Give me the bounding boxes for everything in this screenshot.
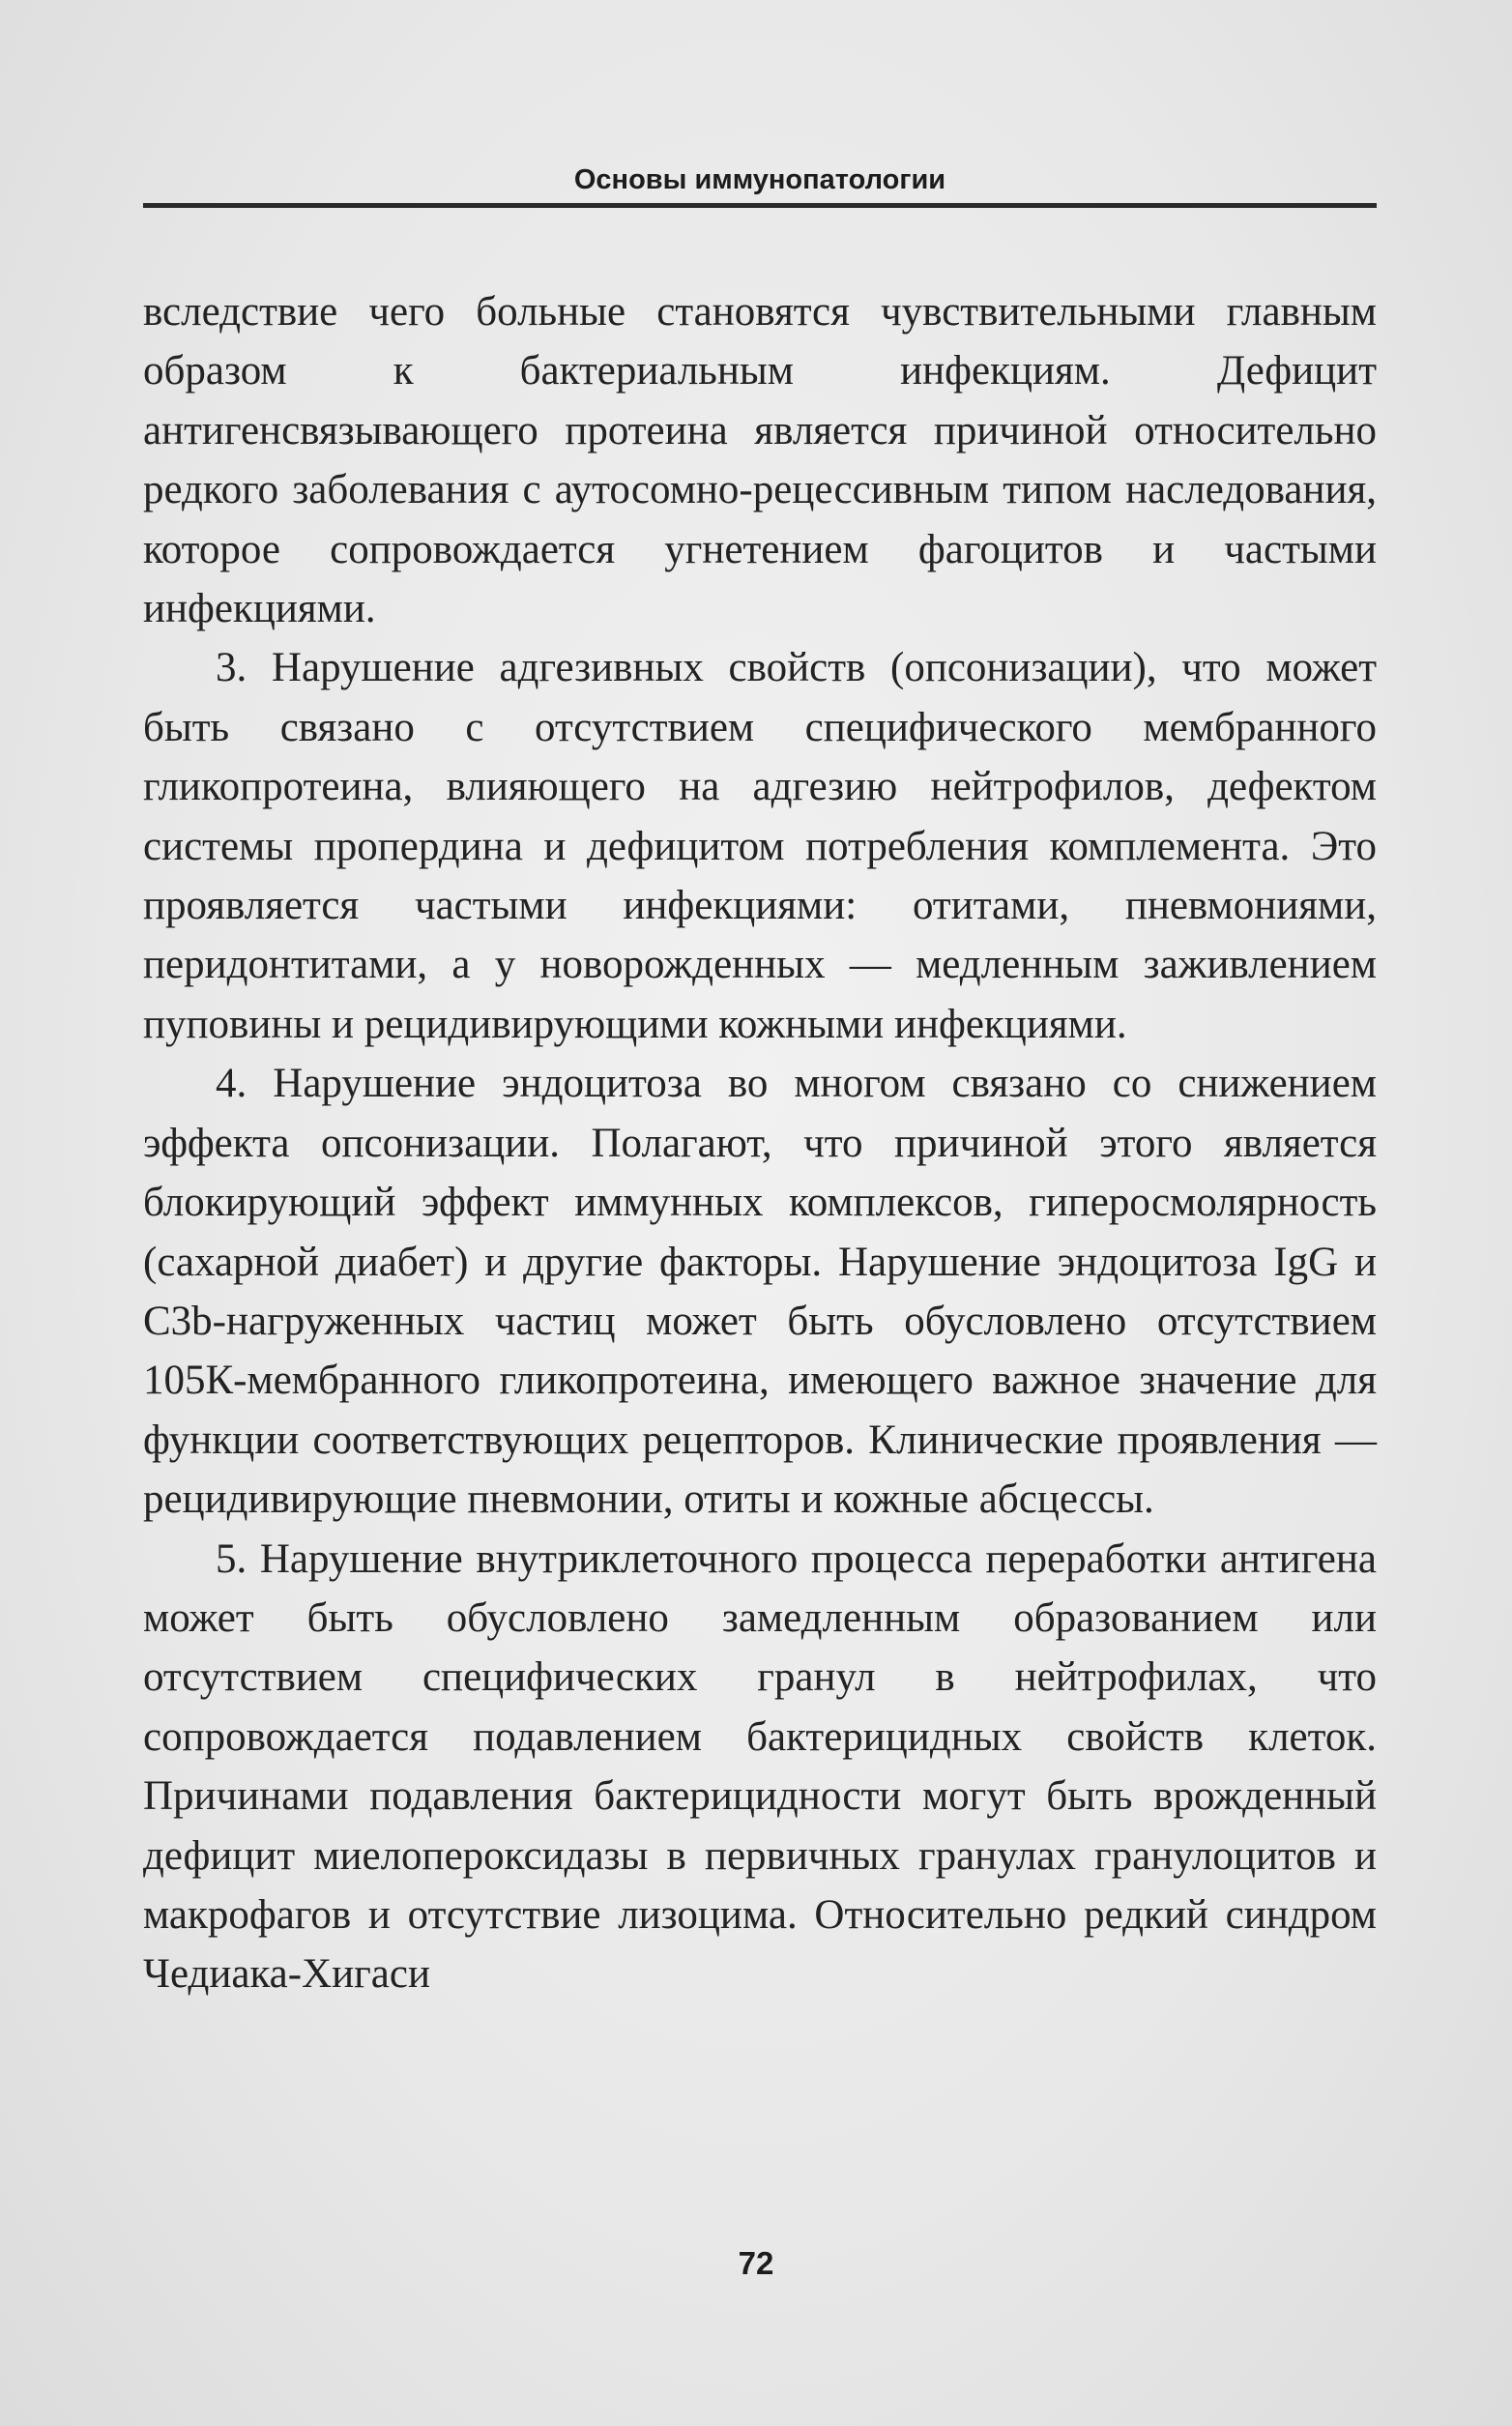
- running-head: Основы иммунопатологии: [573, 164, 946, 195]
- body-text: [143, 282, 1377, 2004]
- paragraph-item-3: 3. Нарушение адгезивных свойств (опсонизации), что может быть связано с отсутствием специфического мембранного гликопротеина, влияющего на адгезию нейтрофилов, дефектом системы пропердина и дефицитом потребления комплемента. Это проявляется частыми инфекциями: отитами, пневмониями, перидонтитами, а у новорожденных — медленным заживлением пуповины и рецидивирующими кожными инфекциями.: [143, 645, 1377, 1047]
- paragraph-item-5: 5. Нарушение внутриклеточного процесса переработки антигена может быть обусловлено замедленным образованием или отсутствием специфических гранул в нейтрофилах, что сопровождается подавлением бактерицидных свойств клеток. Причинами подавления бактерицидности могут быть врожденный дефицит миелопероксидазы в первичных гранулах гранулоцитов и макрофагов и отсутствие лизоцима. Относительно редкий синдром Чедиака-Хигаси: [143, 1535, 1377, 1998]
- paragraph-item-4: 4. Нарушение эндоцитоза во многом связано со снижением эффекта опсонизации. Полагают, что причиной этого является блокирующий эффект иммунных комплексов, гиперосмолярность (сахарной диабет) и другие факторы. Нарушение эндоцитоза IgG и C3b-нагруженных частиц может быть обусловлено отсутствием 105К-мембранного гликопротеина, имеющего важное значение для функции соответствующих рецепторов. Клинические проявления — рецидивирующие пневмонии, отиты и кожные абсцессы.: [143, 1061, 1377, 1523]
- page-number: 72: [738, 2245, 774, 2281]
- paragraph-continuation: вследствие чего больные становятся чувствительными главным образом к бактериальным инфекциям. Дефицит антигенсвязывающего протеина является причиной относительно редкого заболевания с аутосомно-рецессивным типом наследования, которое сопровождается угнетением фагоцитов и частыми инфекциями.: [143, 289, 1377, 632]
- header-rule: [143, 203, 1377, 208]
